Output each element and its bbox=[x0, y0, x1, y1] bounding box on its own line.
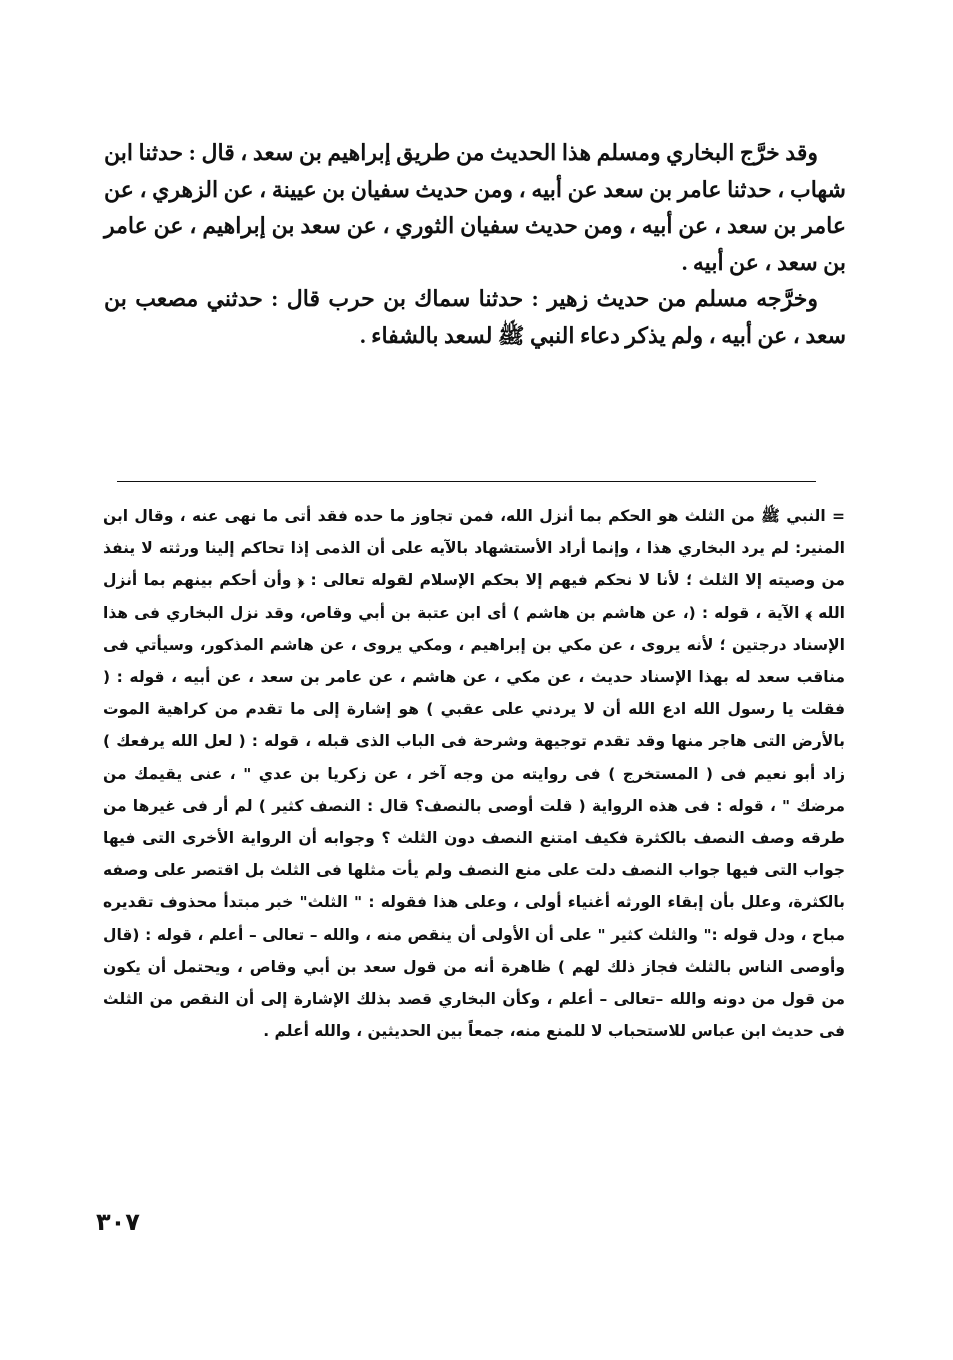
main-paragraph-2: وخرَّجه مسلم من حديث زهير : حدثنا سماك بن حرب قال : حدثني مصعب بن سعد ، عن أبيه ، ولم يذكر دعاء النبي ﷺ لسعد بالشفاء . bbox=[104, 286, 846, 348]
footnote-separator bbox=[117, 481, 816, 482]
main-text bbox=[104, 135, 846, 354]
page-number: ٣٠٧ bbox=[96, 1208, 140, 1236]
main-paragraph-1: وقد خرَّج البخاري ومسلم هذا الحديث من طريق إبراهيم بن سعد ، قال : حدثنا ابن شهاب ، حدثنا عامر بن سعد عن أبيه ، ومن حديث سفيان بن عيينة ، عن الزهري ، عن عامر بن سعد ، عن أبيه ، ومن حديث سفيان الثوري ، عن سعد بن إبراهيم ، عن عامر بن سعد ، عن أبيه . bbox=[104, 140, 846, 275]
footnote-block bbox=[103, 500, 845, 1047]
footnote-text: = النبي ﷺ من الثلث هو الحكم بما أنزل الله، فمن تجاوز ما حده فقد أتى ما نهى عنه ، وقال ابن المنير: لم يرد البخاري هذا ، وإنما أراد الأستشهاد بالآيه على أن الذمى إذا تحاكم إلينا ورثته لا ينفذ من وصيته إلا الثلث ؛ لأنا لا نحكم فيهم إلا بحكم الإسلام لقوله تعالى : ﴿ وأن أحكم بينهم بما أنزل الله ﴾ الآية ، قوله : (، عن هاشم بن هاشم ) أى ابن عتبة بن أبي وقاص، وقد نزل البخاري فى هذا الإسناد درجتين ؛ لأنه يروى ، عن مكي بن إبراهيم ، ومكي يروى ، عن هاشم المذكور، وسيأتي فى مناقب سعد له بهذا الإسناد حديث ، عن مكي ، عن هاشم ، عن عامر بن سعد ، عن أبيه ، قوله : ( فقلت يا رسول الله ادع الله أن لا يردني على عقبي ) هو إشارة إلى ما تقدم من كراهية الموت بالأرض التى هاجر منها وقد تقدم توجيهة وشرحة فى الباب الذى قبله ، قوله : ( لعل الله يرفعك ) زاد أبو نعيم فى ( المستخرج ) فى روايته من وجه آخر ، عن زكريا بن عدي " ، عنى يقيمك من مرضك " ، قوله : فى هذه الرواية ( قلت أوصى بالنصف؟ قال : النصف كثير ) لم أر فى غيرها من طرقه وصف النصف بالكثرة فكيف امتنع النصف دون الثلث ؟ وجوابه أن الرواية الأخرى التى فيها جواب التى فيها جواب النصف دلت على منع النصف ولم يأت مثلها فى الثلث بل اقتصر على وصفه بالكثرة، وعلل بأن إبقاء الورثه أغنياء أولى ، وعلى هذا فقوله : " الثلث" خبر مبتدأ محذوف تقديره مباح ، ودل قوله :" والثلث كثير " على أن الأولى أن ينقص منه ، والله – تعالى – أعلم ، قوله : (قال وأوصى الناس بالثلث فجاز ذلك لهم ) ظاهرة أنه من قول سعد بن أبي وقاص ، ويحتمل أن يكون من قول من دونه والله –تعالى – أعلم ، وكأن البخاري قصد بذلك الإشارة إلى أن النقص من الثلث فى حديث ابن عباس للاستحباب لا للمنع منه، جمعاً بين الحديثين ، والله أعلم . bbox=[103, 507, 845, 1041]
